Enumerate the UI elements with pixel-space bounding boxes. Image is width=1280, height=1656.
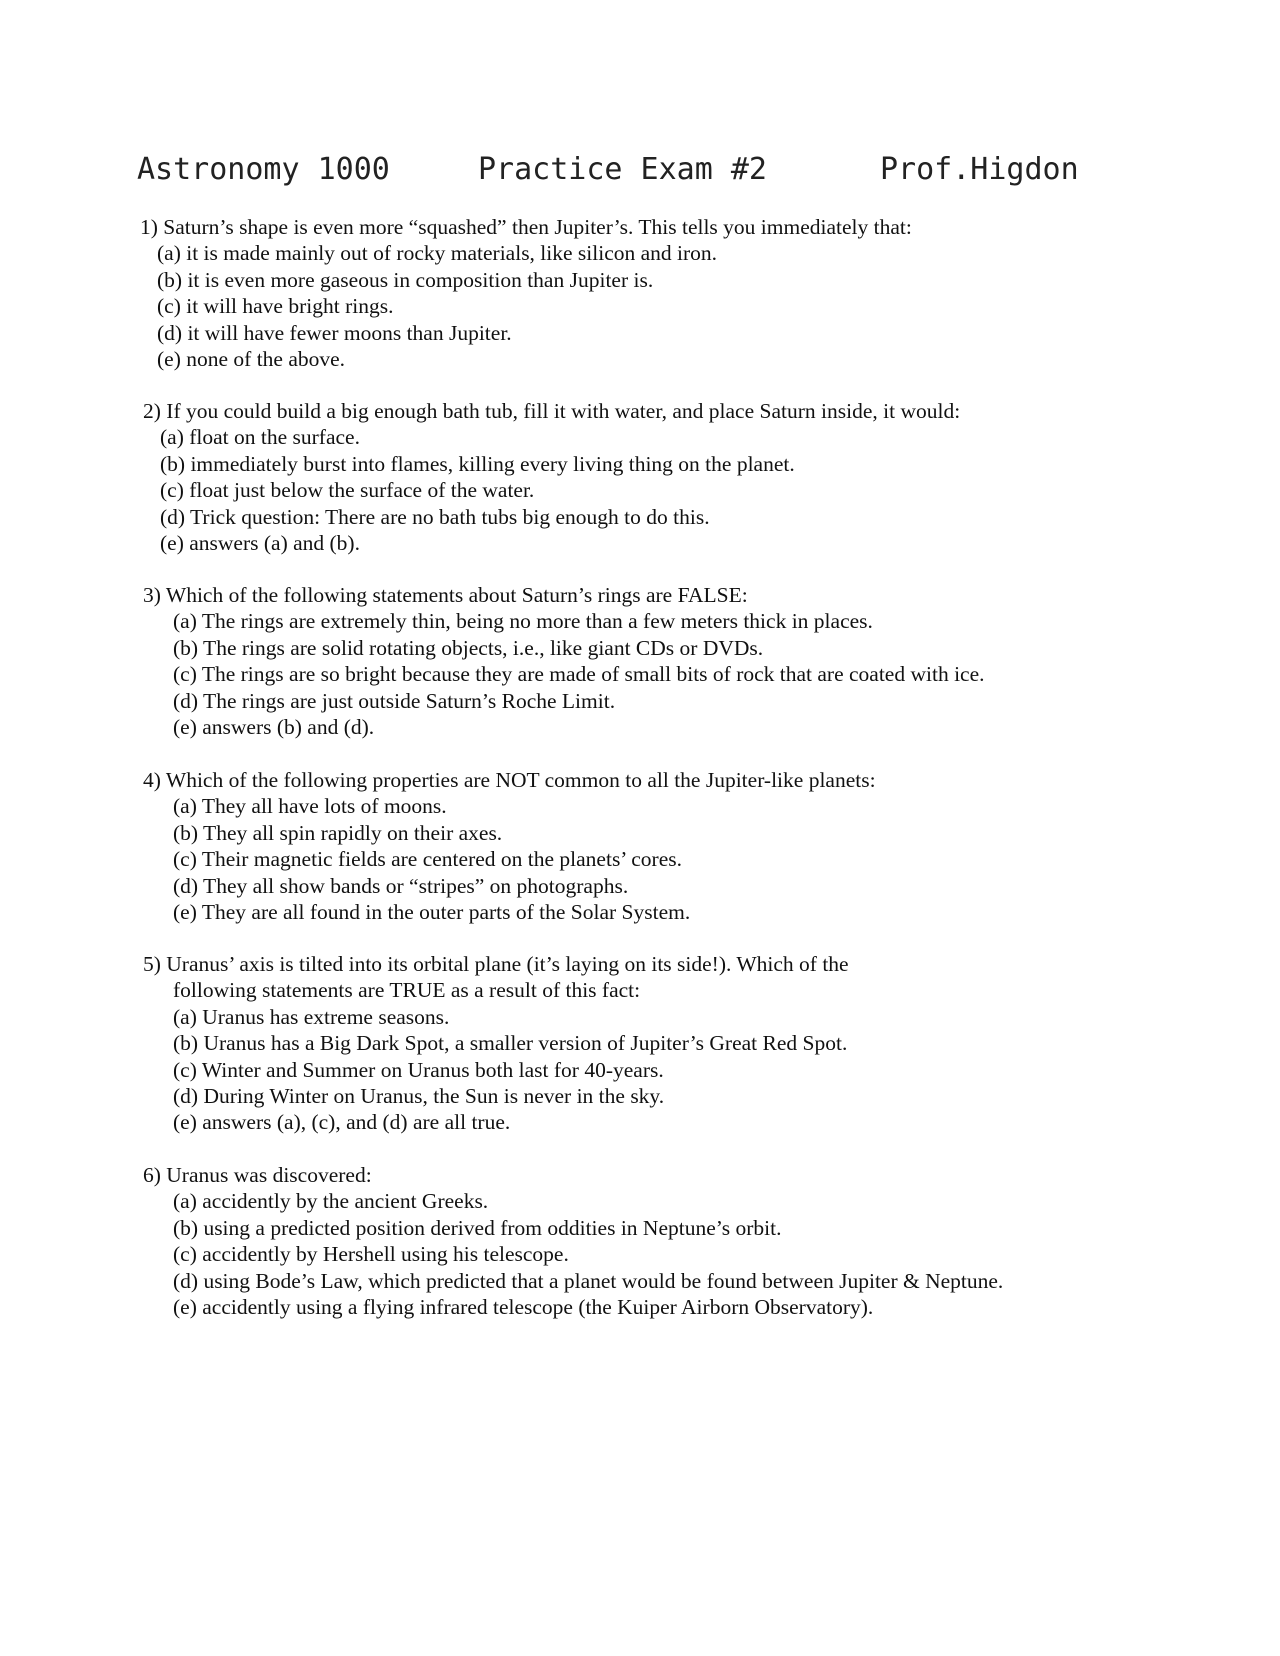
answer-option-e: (e) They are all found in the outer parts of the Solar System. — [173, 899, 691, 924]
answer-option-a: (a) Uranus has extreme seasons. — [173, 1004, 450, 1029]
answer-option-a: (a) accidently by the ancient Greeks. — [173, 1189, 489, 1214]
question-stem: 6) Uranus was discovered: — [143, 1163, 372, 1187]
answer-option-d: (d) During Winter on Uranus, the Sun is never in the sky. — [173, 1083, 665, 1108]
answer-option-d: (d) using Bode’s Law, which predicted that a planet would be found between Jupiter & Neptune. — [173, 1268, 1004, 1293]
answer-option-a: (a) The rings are extremely thin, being no more than a few meters thick in places. — [173, 609, 873, 634]
answer-option-d: (d) Trick question: There are no bath tubs big enough to do this. — [160, 504, 710, 529]
answer-option-b: (b) using a predicted position derived from oddities in Neptune’s orbit. — [173, 1215, 782, 1240]
question-stem: 4) Which of the following properties are NOT common to all the Jupiter-like planets: — [143, 768, 876, 792]
exam-title: Practice Exam #2 — [478, 152, 767, 187]
answer-option-c: (c) float just below the surface of the water. — [160, 478, 535, 503]
question-stem: 2) If you could build a big enough bath tub, fill it with water, and place Saturn inside, it would: — [143, 399, 961, 423]
answer-option-c: (c) The rings are so bright because they are made of small bits of rock that are coated with ice. — [173, 662, 985, 687]
question-1 — [140, 214, 1260, 372]
question-4 — [143, 767, 1263, 925]
question-3 — [143, 582, 1263, 740]
question-2 — [143, 398, 1263, 556]
course-title: Astronomy 1000 — [137, 152, 390, 187]
answer-option-c: (c) it will have bright rings. — [157, 294, 394, 319]
answer-option-e: (e) accidently using a flying infrared telescope (the Kuiper Airborn Observatory). — [173, 1294, 874, 1319]
answer-option-d: (d) it will have fewer moons than Jupiter. — [157, 320, 512, 345]
answer-option-e: (e) answers (b) and (d). — [173, 714, 375, 739]
answer-option-a: (a) They all have lots of moons. — [173, 794, 447, 819]
question-stem: 1) Saturn’s shape is even more “squashed” then Jupiter’s. This tells you immediately that: — [140, 215, 912, 239]
question-stem: 5) Uranus’ axis is tilted into its orbital plane (it’s laying on its side!). Which of the — [143, 952, 849, 976]
answer-option-a: (a) it is made mainly out of rocky materials, like silicon and iron. — [157, 241, 718, 266]
answer-option-e: (e) none of the above. — [157, 346, 346, 371]
answer-option-b: (b) it is even more gaseous in composition than Jupiter is. — [157, 267, 654, 292]
answer-option-a: (a) float on the surface. — [160, 425, 360, 450]
question-6 — [143, 1162, 1263, 1320]
answer-option-d: (d) They all show bands or “stripes” on photographs. — [173, 873, 629, 898]
answer-option-e: (e) answers (a), (c), and (d) are all true. — [173, 1110, 511, 1135]
answer-option-b: (b) immediately burst into flames, killing every living thing on the planet. — [160, 451, 795, 476]
answer-option-c: (c) accidently by Hershell using his telescope. — [173, 1242, 569, 1267]
question-stem: 3) Which of the following statements about Saturn’s rings are FALSE: — [143, 583, 748, 607]
answer-option-e: (e) answers (a) and (b). — [160, 530, 360, 555]
question-5 — [143, 951, 1263, 1136]
answer-option-b: (b) The rings are solid rotating objects, i.e., like giant CDs or DVDs. — [173, 635, 764, 660]
answer-option-c: (c) Winter and Summer on Uranus both last for 40-years. — [173, 1057, 664, 1082]
exam-header — [137, 148, 1147, 192]
answer-option-d: (d) The rings are just outside Saturn’s Roche Limit. — [173, 688, 616, 713]
professor-name: Prof.Higdon — [880, 152, 1079, 187]
answer-option-b: (b) They all spin rapidly on their axes. — [173, 820, 503, 845]
answer-option-c: (c) Their magnetic fields are centered on the planets’ cores. — [173, 847, 682, 872]
answer-option-b: (b) Uranus has a Big Dark Spot, a smaller version of Jupiter’s Great Red Spot. — [173, 1031, 848, 1056]
question-stem-continued: following statements are TRUE as a result of this fact: — [173, 978, 641, 1003]
